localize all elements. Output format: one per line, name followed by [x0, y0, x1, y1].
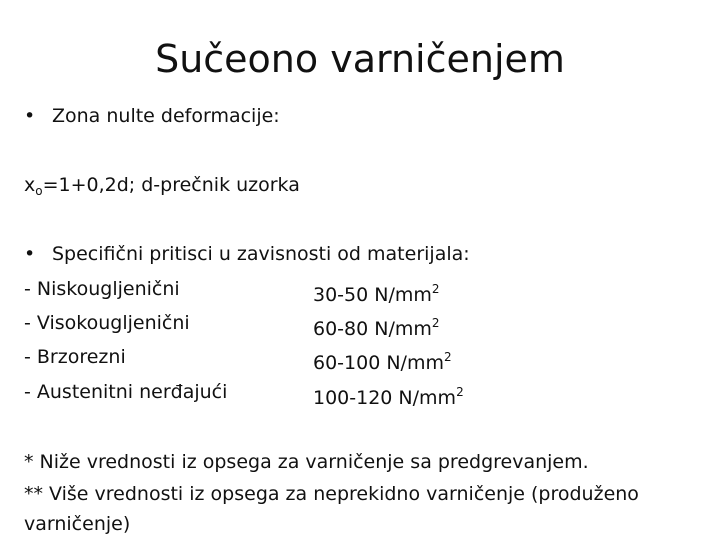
material-row: [0, 310, 720, 340]
material-value-text: 30-50 N/mm: [313, 284, 432, 306]
unit-superscript: 2: [456, 385, 464, 399]
unit-superscript: 2: [431, 282, 440, 296]
material-name: - Niskougljenični: [24, 278, 180, 300]
bullet-zona: [24, 103, 280, 129]
formula-rest: =1+0,2d; d-prečnik uzorka: [42, 174, 300, 196]
material-value: [313, 344, 452, 376]
material-value-text: 100-120 N/mm: [313, 387, 457, 409]
bullet-pritisci-text: Specifični pritisci u zavisnosti od materijala:: [52, 243, 470, 265]
note-high: ** Više vrednosti iz opsega za neprekidno varničenje (produženo varničenje): [24, 483, 639, 535]
material-name: - Brzorezni: [24, 346, 126, 368]
material-name: - Austenitni nerđajući: [24, 381, 228, 403]
material-value: [313, 310, 440, 342]
bullet-icon: •: [24, 243, 36, 265]
unit-superscript: 2: [431, 316, 440, 330]
formula-var: x: [24, 174, 36, 196]
slide-title: Sučeono varničenjem: [155, 37, 565, 81]
material-value: [313, 379, 464, 411]
material-row: [0, 379, 720, 409]
bullet-zona-text: Zona nulte deformacije:: [52, 105, 280, 127]
bullet-icon: •: [24, 105, 36, 127]
material-row: [0, 344, 720, 374]
bullet-pritisci: [24, 241, 470, 267]
material-row: [0, 276, 720, 306]
note-low: * Niže vrednosti iz opsega za varničenje sa predgrevanjem.: [24, 451, 589, 473]
material-name: - Visokougljenični: [24, 312, 190, 334]
material-value: [313, 276, 440, 308]
unit-superscript: 2: [443, 350, 452, 364]
material-value-text: 60-80 N/mm: [313, 318, 432, 340]
formula-subscript: o: [35, 184, 43, 198]
material-value-text: 60-100 N/mm: [313, 352, 444, 374]
formula-line: [24, 172, 300, 204]
